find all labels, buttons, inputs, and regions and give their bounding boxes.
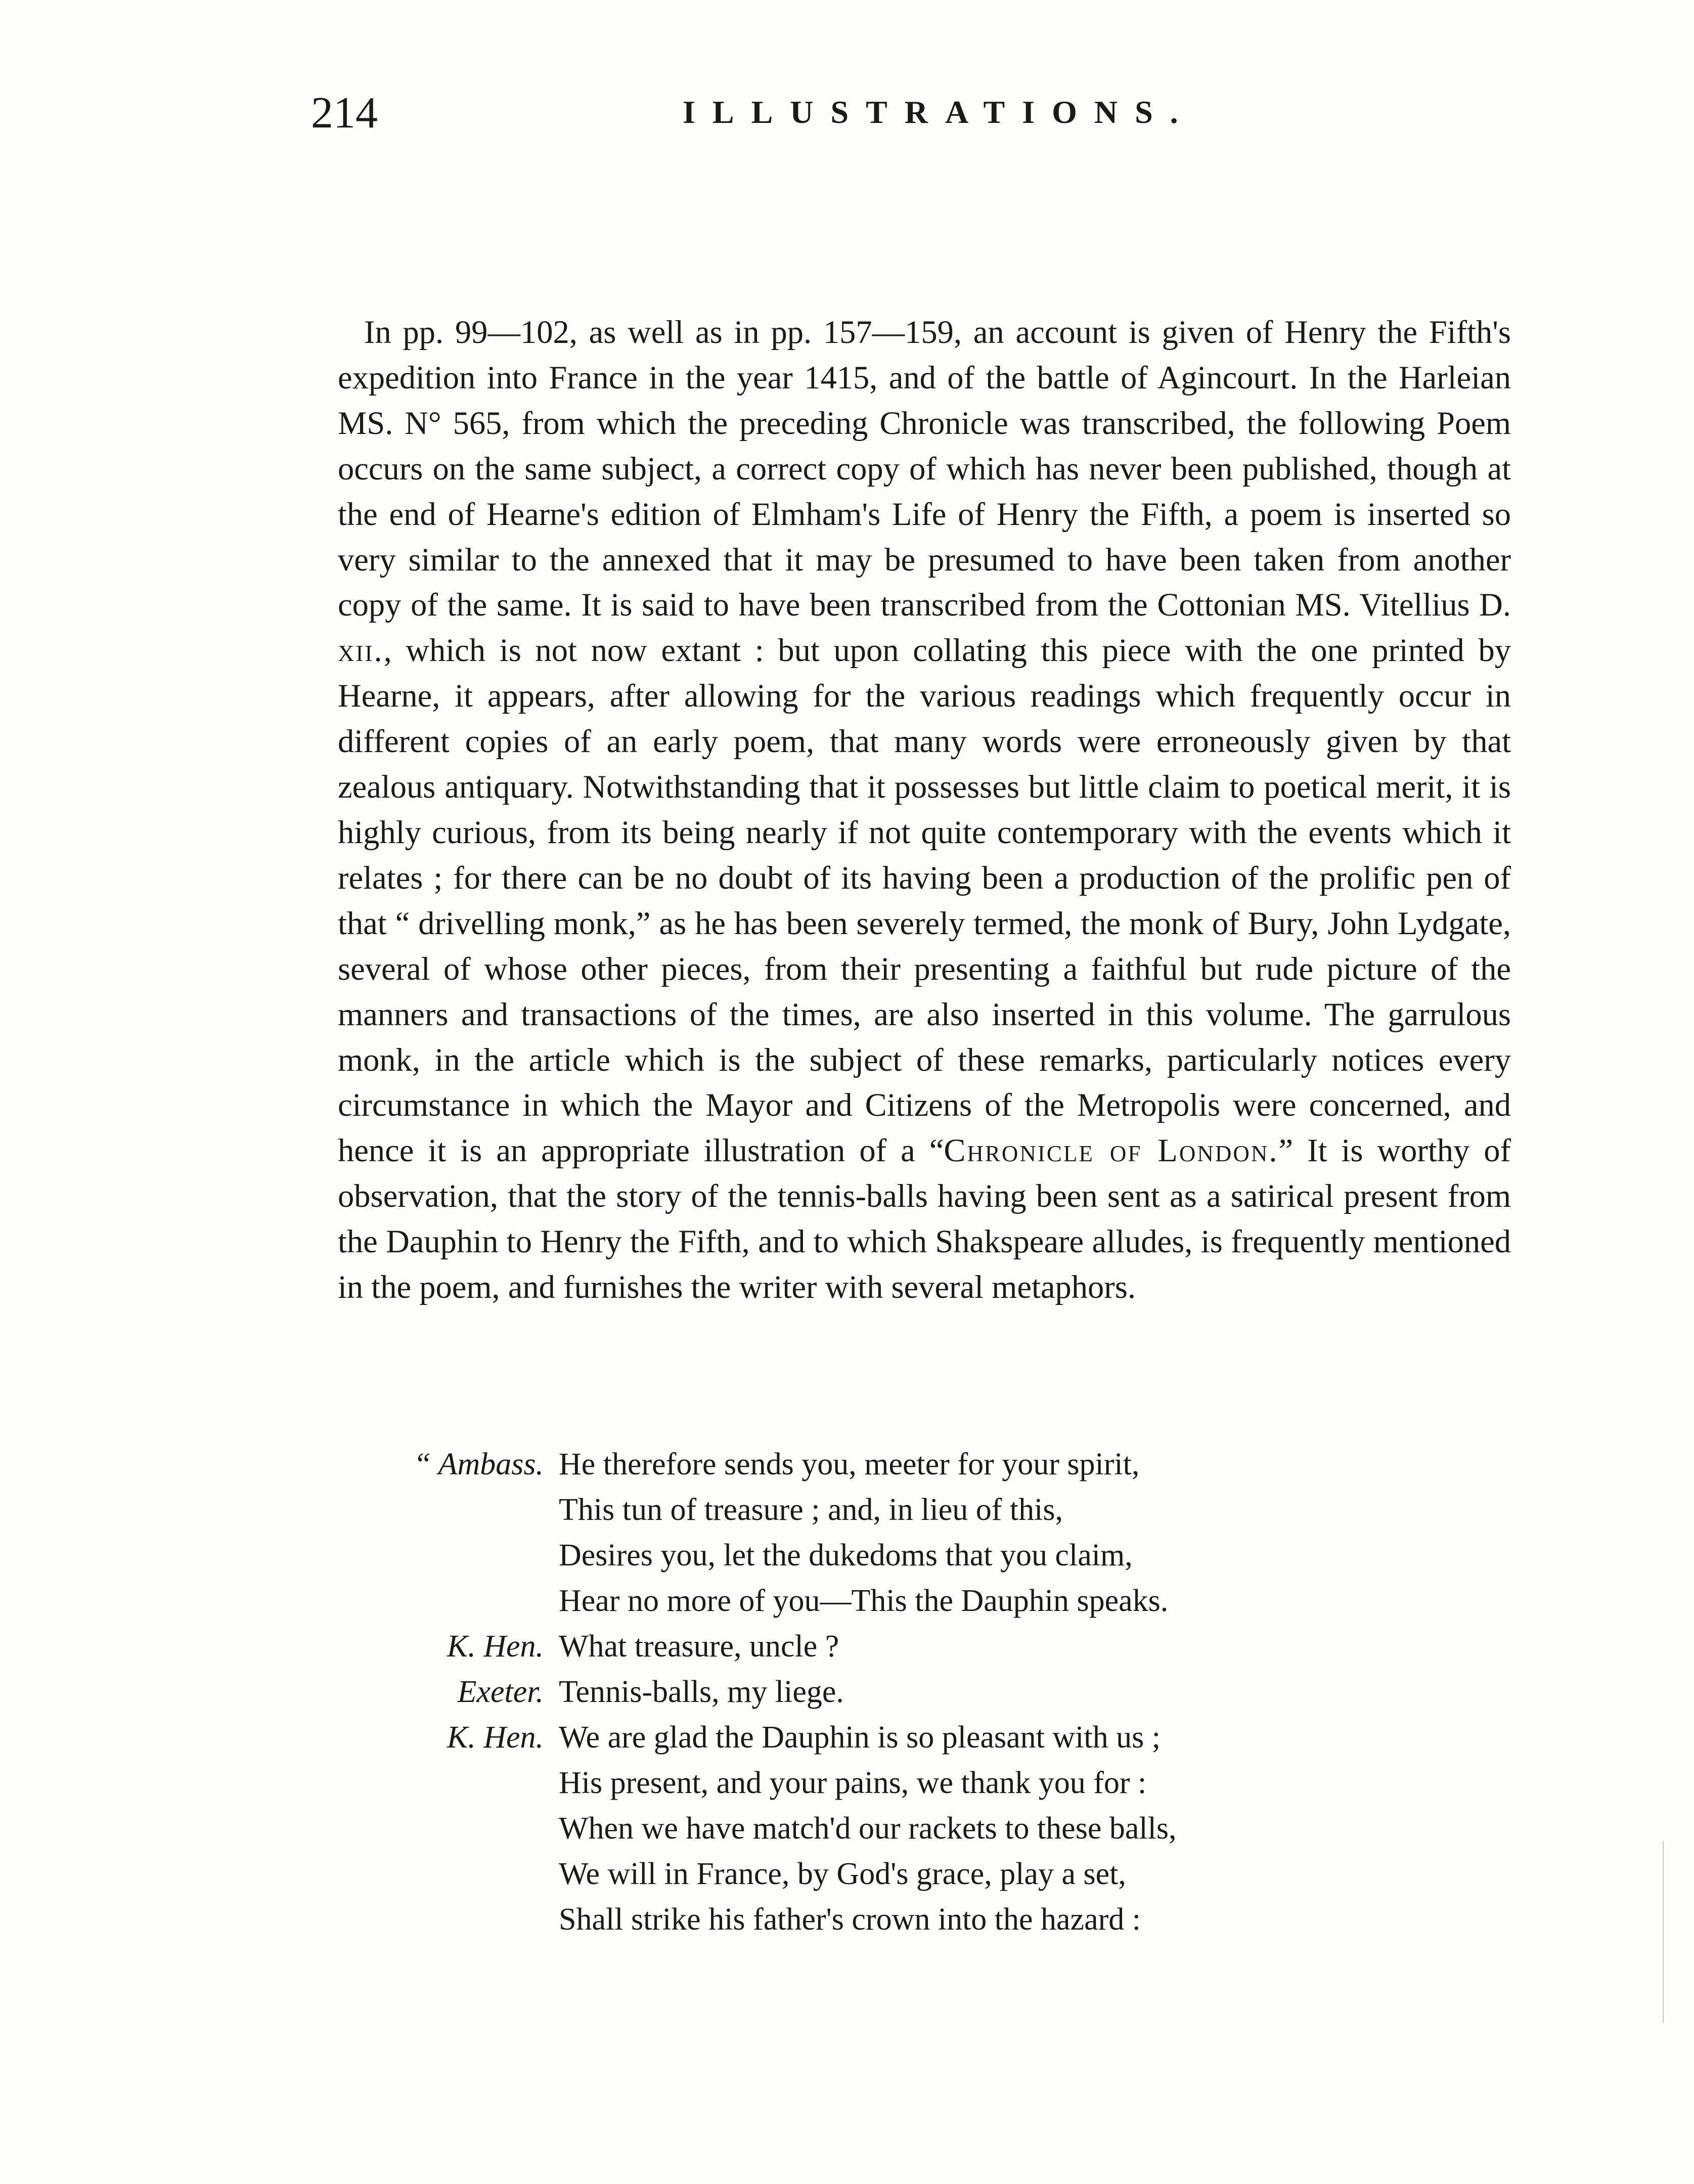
verse-line (384, 1765, 1497, 1811)
intro-text-part-1: In pp. 99—102, as well as in pp. 157—159, an account is given of Henry the Fifth's expedition into France in the year 1415, and of the battle of Agincourt. In the Harleian MS. N° 565, from which the preceding Chronicle was transcribed, the following Poem occurs on the same subject, a correct copy of which has never been published, though at the end of Hearne's edition of Elmham's Life of Henry the Fifth, a poem is inserted so very similar to the annexed that it may be presumed to have been taken from another copy of the same. It is said to have been transcribed from the Cottonian MS. Vitellius D. (338, 314, 1511, 623)
chronicle-title: Chronicle of London. (944, 1132, 1279, 1169)
verse-line (384, 1492, 1497, 1538)
verse-text: He therefore sends you, meeter for your spirit, (559, 1447, 1140, 1481)
verse-line (384, 1674, 1497, 1720)
intro-text-part-2: , which is not now extant : but upon collating this piece with the one printed by Hearne, it appears, after allowing for the various readings which frequently occur in different copies of an early poem, that many words were erroneously given by that zealous antiquary. Notwithstanding that it possesses but little claim to poetical merit, it is highly curious, from its being nearly if not quite contemporary with the events which it relates ; for there can be no doubt of its having been a production of the prolific pen of that “ drivelling monk,” as he has been severely termed, the monk of Bury, John Lydgate, several of whose other pieces, from their presenting a faithful but rude picture of the manners and transactions of the times, are also inserted in this volume. The garrulous monk, in the article which is the subject of these remarks, particularly notices every circumstance in which the Mayor and Citizens of the Metropolis were concerned, and hence it is an appropriate illustration of a “ (338, 632, 1511, 1169)
intro-text-part-3: ” It is worthy of observation, that the story of the tennis-balls having been sent as a satirical present from the Dauphin to Henry the Fifth, and to which Shakspeare alludes, is frequently mentioned in the poem, and furnishes the writer with several metaphors. (338, 1132, 1511, 1305)
verse-text: His present, and your pains, we thank you for : (559, 1766, 1147, 1800)
running-title: ILLUSTRATIONS. (683, 94, 1195, 130)
verse-line (384, 1856, 1497, 1902)
intro-paragraph (338, 310, 1511, 1310)
verse-line (384, 1720, 1497, 1765)
speaker-label: “ Ambass. (413, 1447, 544, 1481)
speaker-label: K. Hen. (447, 1629, 544, 1664)
verse-line (384, 1538, 1497, 1583)
page-number: 214 (311, 89, 378, 138)
running-head (311, 81, 1535, 137)
verse-line (384, 1447, 1497, 1492)
verse-text: We are glad the Dauphin is so pleasant with us ; (559, 1720, 1161, 1755)
verse-text: Desires you, let the dukedoms that you claim, (559, 1538, 1133, 1573)
verse-text: Tennis-balls, my liege. (559, 1675, 844, 1709)
verse-text: What treasure, uncle ? (559, 1629, 839, 1664)
verse-text: This tun of treasure ; and, in lieu of this, (559, 1493, 1063, 1527)
scan-edge-line (1663, 1841, 1664, 2023)
verse-text: Hear no more of you—This the Dauphin speaks. (559, 1584, 1169, 1618)
verse-text: When we have match'd our rackets to these balls, (559, 1811, 1177, 1846)
speaker-label: Exeter. (457, 1675, 544, 1709)
verse-text: Shall strike his father's crown into the hazard : (559, 1902, 1141, 1937)
verse-line (384, 1583, 1497, 1629)
manuscript-numeral: xii. (338, 632, 384, 669)
speaker-label: K. Hen. (447, 1720, 544, 1755)
verse-line (384, 1811, 1497, 1856)
verse-line (384, 1902, 1497, 1947)
verse-text: We will in France, by God's grace, play a set, (559, 1857, 1126, 1891)
verse-line (384, 1629, 1497, 1674)
